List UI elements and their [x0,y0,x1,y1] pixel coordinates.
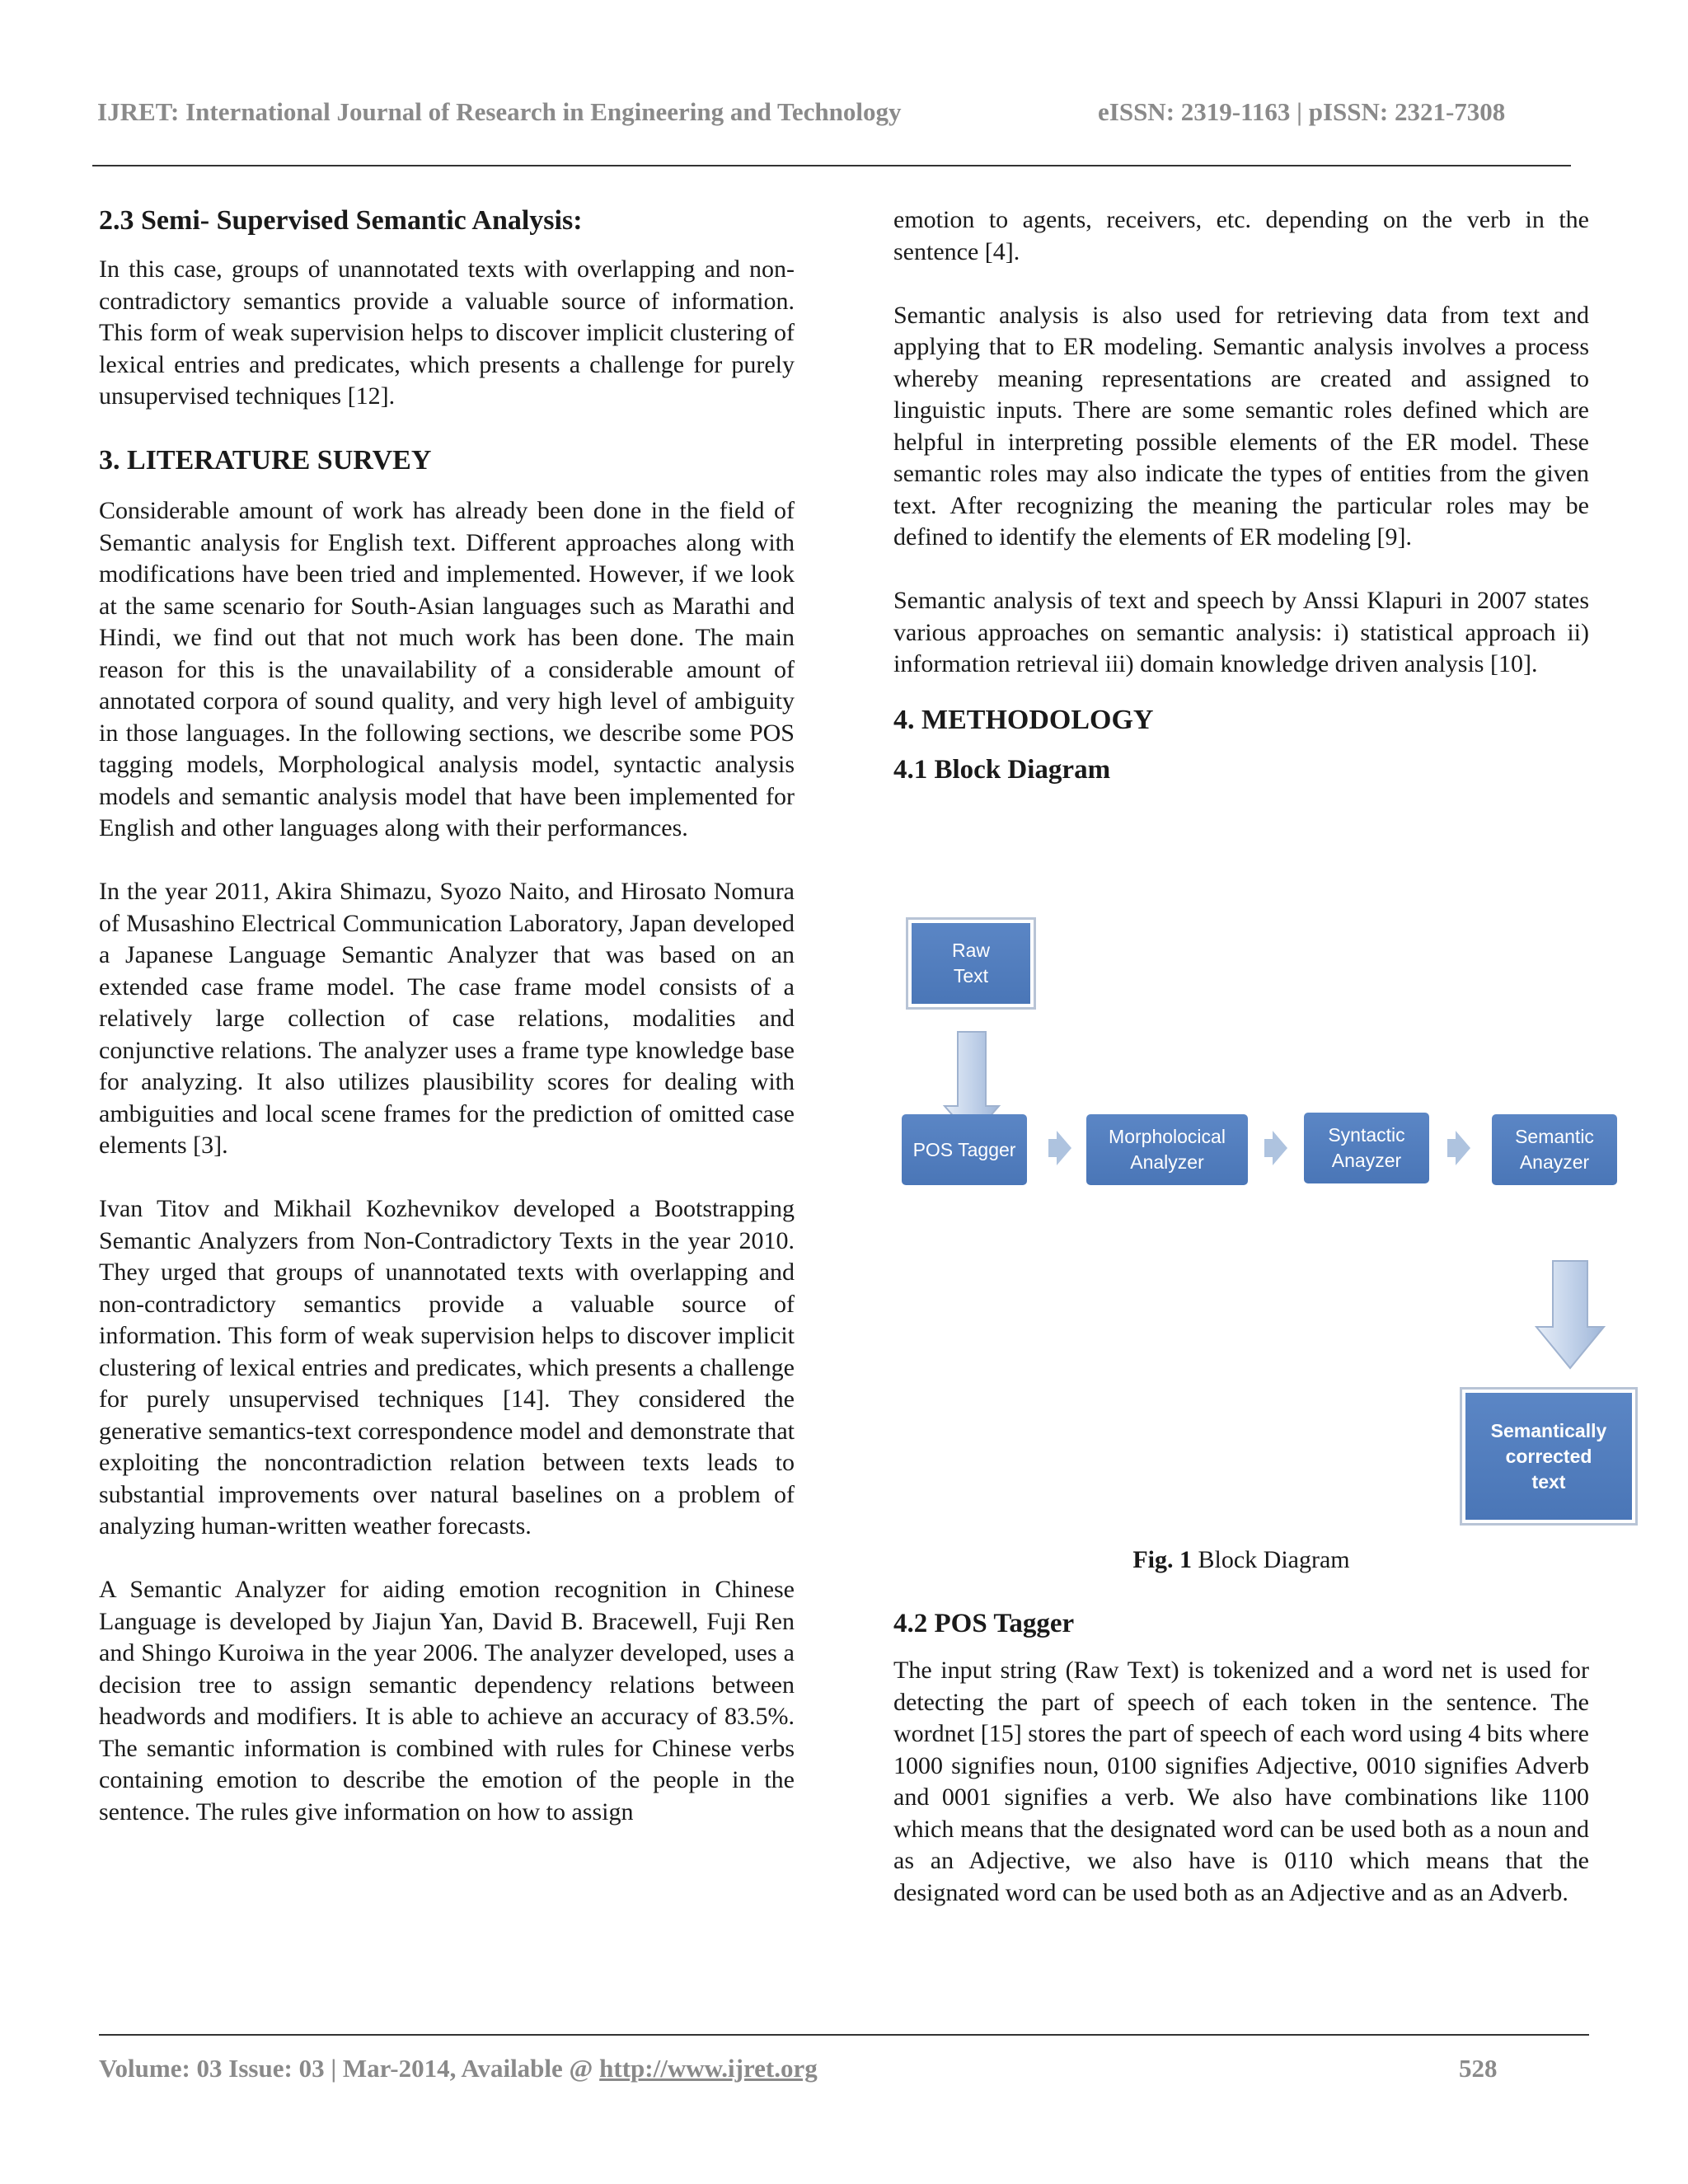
page-number: 528 [1459,2054,1498,2083]
morphological-analyzer-box [1086,1114,1248,1185]
output-label: text [1531,1470,1566,1493]
literature-paragraph: A Semantic Analyzer for aiding emotion recognition in Chinese Language is developed by Jiajun Yan, David B. Bracewell, Fuji Ren and Shingo Kuroiwa in the year 2006. The analyzer developed, uses a decision tree to assign semantic dependency relations between headwords and modifiers. It is able to achieve an accuracy of 83.5%. The semantic information is combined with rules for Chinese verbs containing emotion to describe the emotion of the people in the sentence. The rules give information on how to assign [99,1576,795,1825]
pos-tagger-label: POS Tagger [912,1138,1016,1160]
right-column [893,204,1589,786]
output-text-box [1465,1393,1632,1520]
figure-caption-text: Block Diagram [1198,1546,1350,1573]
right-column-lower [893,1607,1589,1909]
pos-tagger-box [902,1114,1027,1185]
section-2-3-heading: 2.3 Semi- Supervised Semantic Analysis: [99,205,583,236]
left-column [99,199,795,1828]
literature-paragraph: In the year 2011, Akira Shimazu, Syozo Naito, and Hirosato Nomura of Musashino Electrical Communication Laboratory, Japan developed a Japanese Language Semantic Analyzer that was based on an extended case frame model. The case frame model consists of a relatively large collection of case relations, modalities and conjunctive relations. The analyzer uses a frame type knowledge base for analyzing. It also utilizes plausibility scores for dealing with ambiguities and local scene frames for the prediction of omitted case elements [3]. [99,878,795,1159]
literature-paragraph: Considerable amount of work has already been done in the field of Semantic analysis for English text. Different approaches along with modifications have been tried and implemented. However, if we look at the same scenario for South-Asian languages such as Marathi and Hindi, we find out that not much work has been done. The main reason for this is the unavailability of a considerable amount of annotated corpora of sound quality, and very high level of ambiguity in those languages. In the following sections, we describe some POS tagging models, Morphological analysis model, syntactic analysis models and semantic analysis model that have been implemented for English and other languages along with their performances. [99,497,795,841]
semantic-analyzer-box [1492,1114,1617,1185]
raw-text-box [912,923,1030,1004]
syntactic-label: Syntactic [1328,1124,1405,1146]
journal-title: IJRET: International Journal of Research in Engineering and Technology [97,97,902,126]
output-label: corrected [1505,1445,1592,1467]
right-arrow-icon [1048,1131,1071,1165]
continued-paragraph: emotion to agents, receivers, etc. depending on the verb in the sentence [4]. [893,206,1589,265]
semantic-label: Semantic [1515,1126,1594,1147]
down-arrow-icon [1536,1261,1604,1368]
raw-text-label: Raw [951,940,990,961]
right-arrow-icon [1447,1131,1470,1165]
volume-info: Volume: 03 Issue: 03 | Mar-2014, Available @ [99,2054,600,2083]
semantic-label: Anayzer [1519,1151,1590,1173]
syntactic-analyzer-box [1304,1113,1429,1183]
header-rule [92,165,1571,166]
section-4-2-text: The input string (Raw Text) is tokenized and a word net is used for detecting the part of speech of each token in the sentence. The wordnet [15] stores the part of speech of each word using 4 bits where 1000 signifies noun, 0100 signifies Adjective, 0010 signifies Adverb and 0001 signifies a verb. We also have combinations like 1100 which means that the designated word can be used both as a noun and as an Adjective, we also have is 0110 which means that the designated word can be used both as an Adjective and as an Adverb. [893,1657,1589,1906]
issn-numbers: eISSN: 2319-1163 | pISSN: 2321-7308 [1098,97,1506,126]
klapuri-paragraph: Semantic analysis of text and speech by Anssi Klapuri in 2007 states various approaches on semantic analysis: i) statistical approach ii) information retrieval iii) domain knowledge driven analysis [10]. [893,587,1589,677]
figure-label: Fig. 1 [1132,1546,1193,1573]
section-4-heading: 4. METHODOLOGY [893,704,1154,735]
output-label: Semantically [1490,1419,1607,1441]
figure-caption [893,1546,1589,1574]
right-arrow-icon [1264,1131,1287,1165]
journal-link[interactable]: http://www.ijret.org [599,2054,818,2083]
raw-text-label: Text [953,965,989,987]
down-arrow-icon [945,1032,999,1137]
footer-rule [99,2034,1589,2036]
syntactic-label: Anayzer [1331,1150,1402,1171]
morphological-label: Morpholocical [1109,1126,1226,1147]
page-footer [99,2054,1500,2083]
section-4-2-heading: 4.2 POS Tagger [893,1609,1075,1638]
section-3-heading: 3. LITERATURE SURVEY [99,445,432,476]
morphological-label: Analyzer [1130,1151,1204,1173]
section-2-3-text: In this case, groups of unannotated texts with overlapping and non-contradictory semantics provide a valuable source of information. This form of weak supervision helps to discover implicit clustering of lexical entries and predicates, which presents a challenge for purely unsupervised techniques [12]. [99,255,795,410]
er-modeling-paragraph: Semantic analysis is also used for retrieving data from text and applying that to ER modeling. Semantic analysis involves a process whereby meaning representations are created and assigned to linguistic inputs. There are some semantic roles defined which are helpful in interpreting possible elements of the ER model. These semantic roles may also indicate the types of entities from the given text. After recognizing the meaning the particular roles may be defined to identify the elements of ER modeling [9]. [893,301,1589,551]
section-4-1-heading: 4.1 Block Diagram [893,754,1111,785]
literature-paragraph: Ivan Titov and Mikhail Kozhevnikov developed a Bootstrapping Semantic Analyzers from Non-Contradictory Texts in the year 2010. They urged that groups of unannotated texts with overlapping and non-contradictory semantics provide a valuable source of information. This form of weak supervision helps to discover implicit clustering of lexical entries and predicates, which presents a challenge for purely unsupervised techniques [14]. They considered the generative semantics-text correspondence model and demonstrate that exploiting the noncontradiction relation between texts leads to substantial improvements over natural baselines on a problem of analyzing human-written weather forecasts. [99,1195,795,1540]
